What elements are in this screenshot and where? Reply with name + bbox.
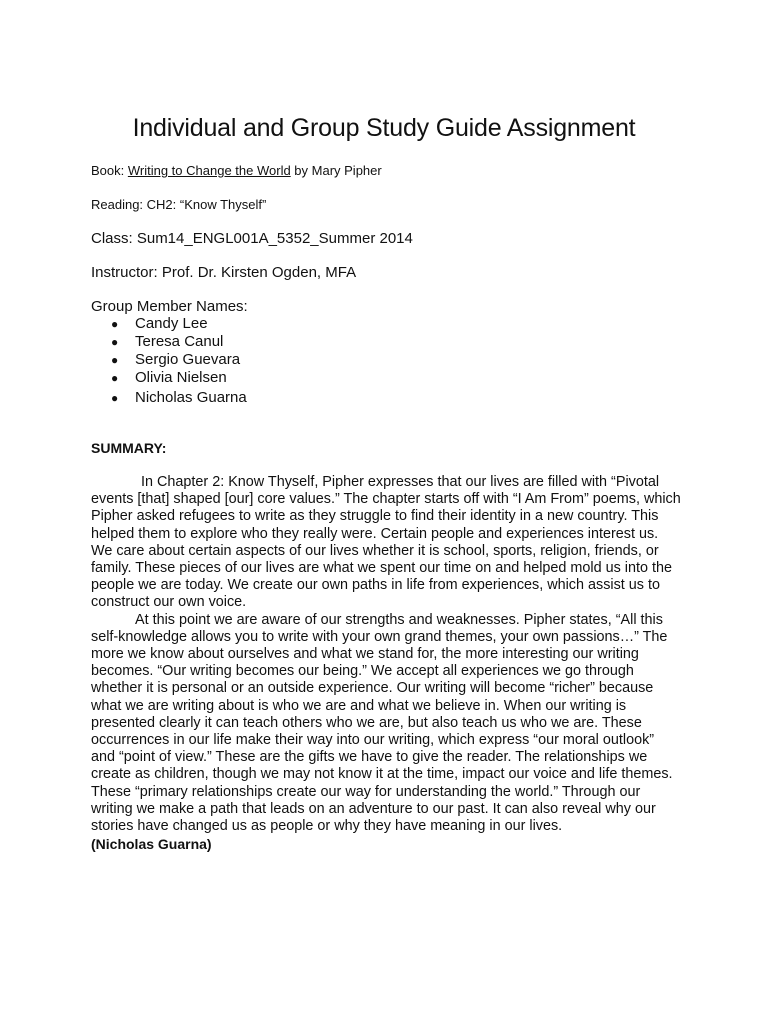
summary-paragraph-1: In Chapter 2: Know Thyself, Pipher expresses that our lives are filled with “Pivotal events [that] shaped [our] core values.” The chapter starts off with “I Am From” poems, which Pipher asked refugees to write as they struggle to find their identity in a new country. This helped them to explore who they really were. Certain people and experiences interest us. We care about certain aspects of our lives whether it is school, sports, religion, friends, or family. These pieces of our lives are what we spent our time on and helped mold us into the people we are today. We create our own paths in life from experiences, which assist us to construct our own voice. bbox=[91, 474, 681, 611]
list-item bbox=[91, 369, 247, 387]
class-line: Class: Sum14_ENGL001A_5352_Summer 2014 bbox=[91, 230, 413, 247]
instructor-line: Instructor: Prof. Dr. Kirsten Ogden, MFA bbox=[91, 264, 357, 281]
member-name: Teresa Canul bbox=[135, 333, 224, 350]
book-author: by Mary Pipher bbox=[290, 163, 382, 178]
book-title: Writing to Change the World bbox=[127, 163, 291, 178]
signoff: (Nicholas Guarna) bbox=[91, 836, 212, 853]
list-item bbox=[91, 315, 247, 333]
list-item bbox=[91, 389, 247, 407]
bullet-icon: ● bbox=[111, 371, 119, 385]
summary-paragraph-2: At this point we are aware of our strengths and weaknesses. Pipher states, “All this self-knowledge allows you to write with your own grand themes, your own passions…” The more we know about ourselves and what we stand for, the more interesting our writing becomes. “Our writing becomes our being.” We accept all experiences we go through whether it is personal or an outside experience. Our writing will become “richer” because what we are writing about is who we are and what we believe in. When our writing is presented clearly it can teach others who we are, but also teach us who we are. These occurrences in our life make their way into our writing, which express “our moral outlook” and “point of view.” These are the gifts we have to give the reader. The relationships we create as children, though we may not know it at the time, impact our voice and life themes. These “primary relationships create our way for understanding the world.” Through our writing we make a path that leads on an adventure to our past. It can also reveal why our stories have changed us as people or why they have meaning in our lives. bbox=[91, 611, 673, 835]
bullet-icon: ● bbox=[111, 353, 119, 367]
member-name: Olivia Nielsen bbox=[135, 369, 227, 386]
member-list bbox=[91, 315, 247, 407]
group-heading: Group Member Names: bbox=[91, 298, 248, 315]
book-label: Book: bbox=[91, 163, 128, 178]
summary-body bbox=[91, 474, 681, 853]
bullet-icon: ● bbox=[111, 391, 119, 405]
list-item bbox=[91, 333, 247, 351]
list-item bbox=[91, 351, 247, 369]
bullet-icon: ● bbox=[111, 317, 119, 331]
bullet-icon: ● bbox=[111, 335, 119, 349]
summary-heading: SUMMARY: bbox=[91, 440, 167, 456]
member-name: Sergio Guevara bbox=[135, 351, 241, 368]
reading-line: Reading: CH2: “Know Thyself” bbox=[91, 197, 267, 212]
document-title: Individual and Group Study Guide Assignment bbox=[132, 114, 636, 142]
member-name: Nicholas Guarna bbox=[135, 389, 247, 406]
member-name: Candy Lee bbox=[135, 315, 208, 332]
book-line bbox=[91, 163, 382, 178]
